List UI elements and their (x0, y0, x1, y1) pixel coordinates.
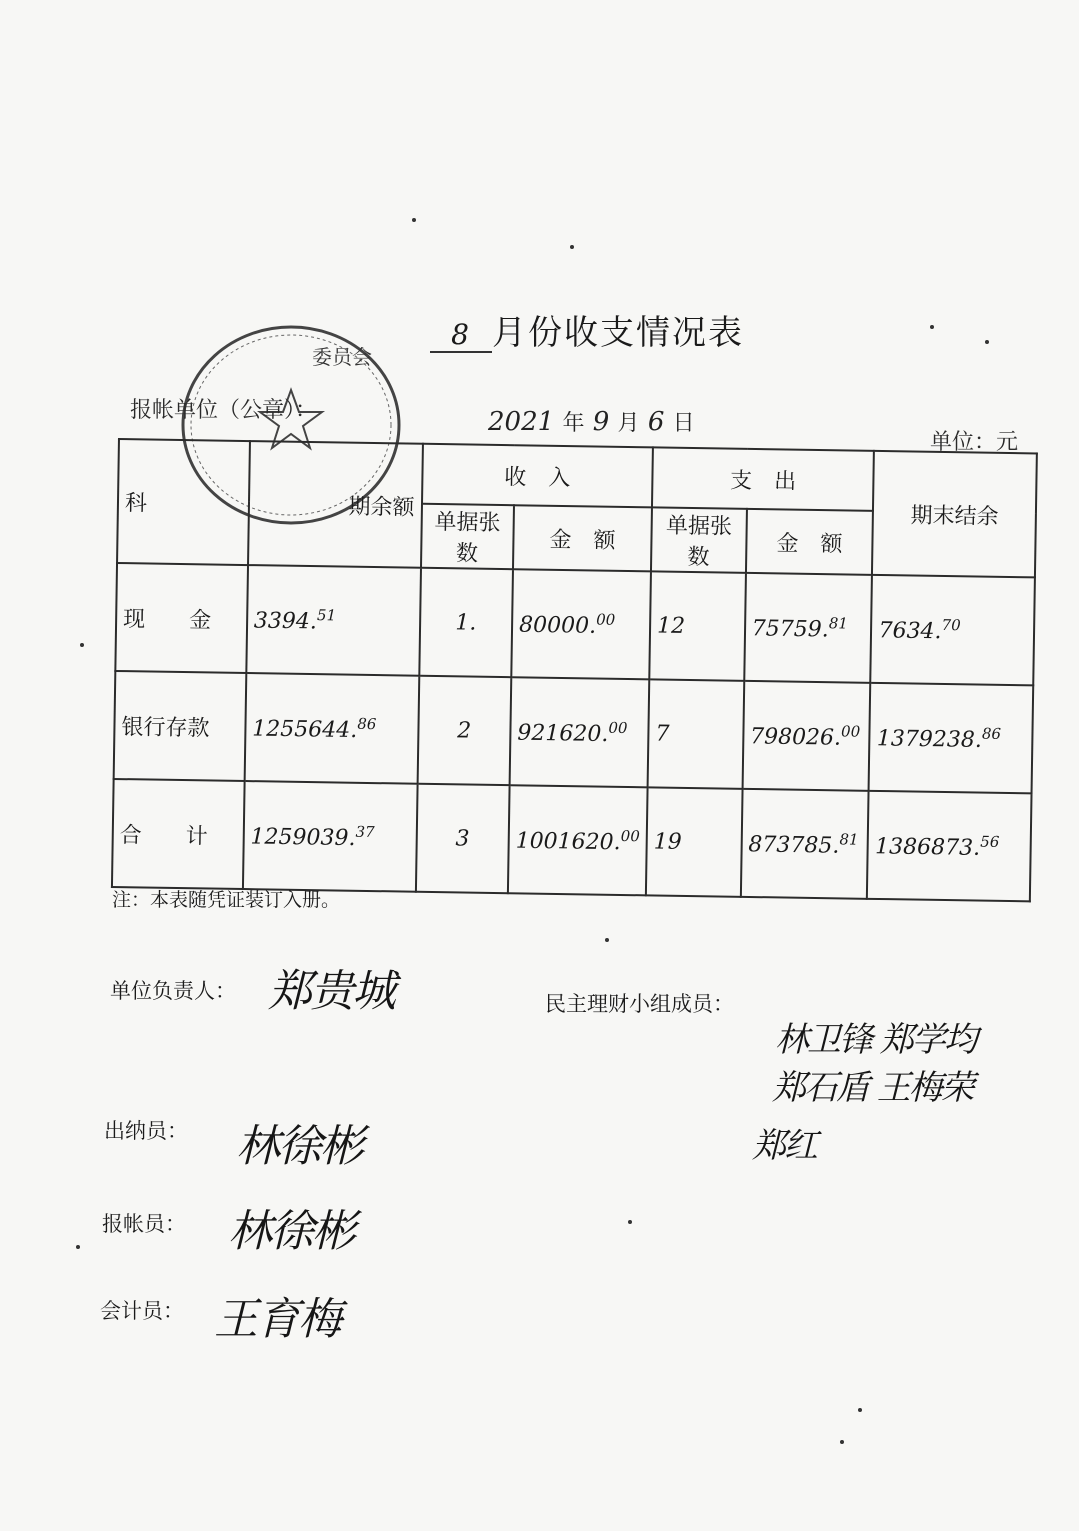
scan-speck (628, 1220, 632, 1224)
scan-speck (985, 340, 989, 344)
unit-label: 报帐单位（公章）： (130, 398, 318, 423)
row-name: 银行存款 (114, 671, 246, 781)
row-income-count: 2 (417, 676, 511, 785)
scan-speck (412, 218, 416, 222)
row-closing: 1379238.86 (869, 683, 1033, 794)
seal-text: 委员会 (312, 345, 372, 369)
date-day: 6 (647, 407, 665, 437)
row-income-amount: 921620.00 (510, 677, 650, 787)
row-income-amount: 1001620.00 (508, 785, 648, 895)
row-expense-count: 7 (648, 679, 744, 788)
reporter-signature: 林徐彬 (228, 1206, 354, 1257)
row-name: 现 金 (115, 563, 247, 673)
scan-speck (76, 1245, 80, 1249)
header-expense-amount: 金 额 (746, 509, 874, 575)
table-row-cash (115, 563, 1035, 685)
group-signature-line1: 林卫锋 郑学均 (775, 1020, 976, 1060)
scan-speck (930, 325, 934, 329)
header-opening: 期余额 (248, 441, 423, 568)
leader-signature: 郑贵城 (268, 966, 394, 1017)
row-expense-amount: 798026.00 (742, 681, 870, 791)
income-expense-table (111, 438, 1038, 902)
leader-label: 单位负责人： (110, 979, 236, 1003)
group-signature-line2: 郑石盾 王梅荣 (772, 1068, 973, 1108)
currency-unit: 单位：元 (930, 430, 1019, 455)
row-expense-amount: 873785.81 (741, 789, 869, 899)
row-closing: 7634.70 (871, 575, 1035, 686)
date-year: 2021 (488, 407, 555, 437)
header-subject: 科 (117, 439, 250, 565)
scan-speck (80, 643, 84, 647)
scan-speck (840, 1440, 844, 1444)
cashier-label: 出纳员： (104, 1119, 188, 1143)
header-closing: 期末结余 (872, 451, 1036, 578)
cashier-signature: 林徐彬 (236, 1121, 362, 1172)
row-income-amount: 80000.00 (511, 569, 651, 679)
scan-speck (570, 245, 574, 249)
row-income-count: 3 (415, 784, 509, 893)
date-month: 9 (592, 407, 610, 437)
table-row-bank (114, 671, 1034, 793)
date-year-char: 年 (562, 411, 585, 436)
row-closing: 1386873.56 (867, 791, 1031, 902)
date-month-char: 月 (617, 411, 640, 436)
header-income-amount: 金 额 (513, 505, 652, 571)
footnote: 注：本表随凭证装订入册。 (112, 889, 341, 911)
reporter-label: 报帐员： (102, 1212, 186, 1236)
row-income-count: 1. (419, 568, 513, 677)
row-opening: 3394.51 (246, 565, 420, 676)
header-income-count: 单据张数 (421, 504, 514, 569)
scan-speck (858, 1408, 862, 1412)
page-title (430, 305, 744, 354)
report-date (488, 406, 695, 437)
row-expense-amount: 75759.81 (744, 573, 872, 683)
group-signature-line3: 郑红 (752, 1126, 816, 1166)
row-name: 合 计 (112, 779, 244, 889)
row-opening: 1259039.37 (243, 781, 417, 892)
header-expense: 支 出 (652, 447, 874, 510)
title-month: 8 (430, 318, 492, 353)
title-text: 月份收支情况表 (492, 313, 744, 353)
scan-speck (605, 938, 609, 942)
row-opening: 1255644.86 (244, 673, 418, 784)
finance-group-label: 民主理财小组成员： (545, 992, 734, 1016)
accountant-label: 会计员： (100, 1299, 184, 1323)
header-income: 收 入 (422, 444, 653, 508)
accountant-signature: 王育梅 (214, 1294, 340, 1345)
table-row-total (112, 779, 1032, 901)
row-expense-count: 12 (649, 571, 745, 680)
header-expense-count: 单据张数 (651, 507, 747, 572)
row-expense-count: 19 (646, 787, 742, 896)
date-day-char: 日 (672, 411, 695, 436)
